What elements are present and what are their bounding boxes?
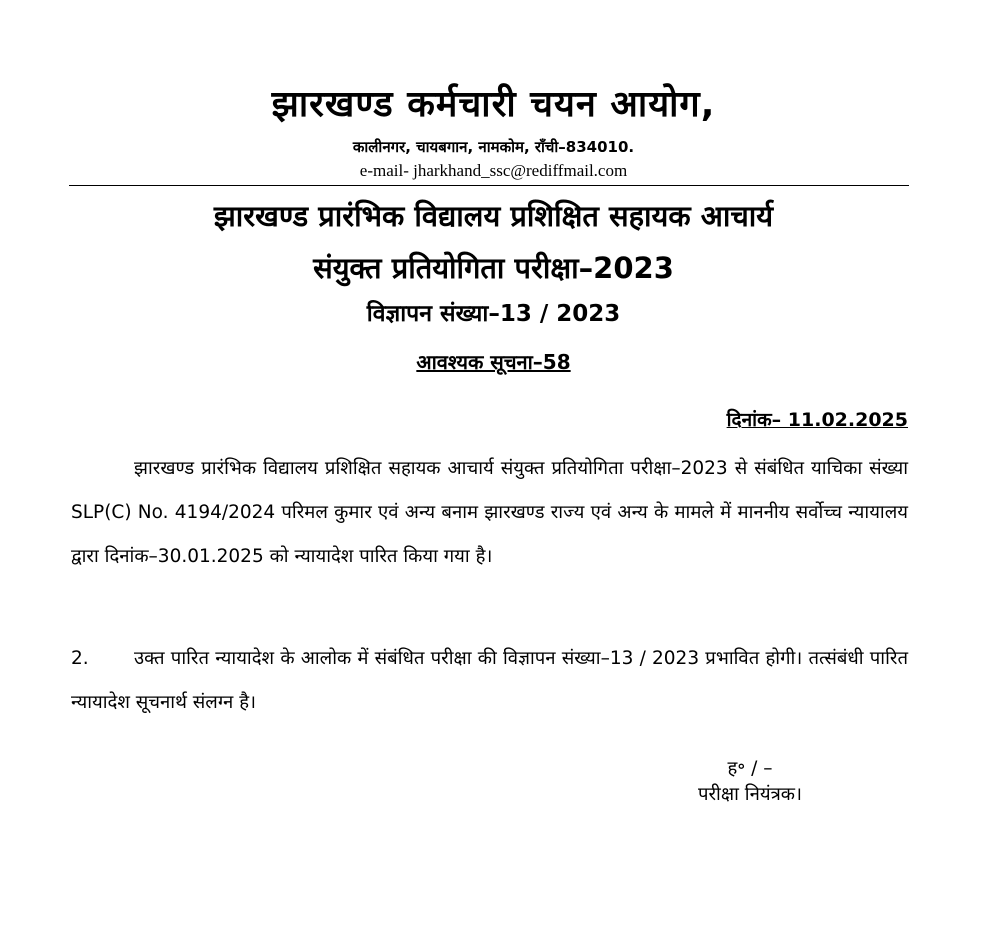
notice-date: दिनांक– 11.02.2025 — [726, 409, 908, 431]
paragraph-number: 2. — [71, 648, 89, 669]
organization-title: झारखण्ड कर्मचारी चयन आयोग, — [271, 84, 716, 125]
advertisement-number: विज्ञापन संख्या–13 / 2023 — [366, 301, 621, 327]
exam-title-line2: संयुक्त प्रतियोगिता परीक्षा–2023 — [313, 251, 674, 285]
exam-title-line1: झारखण्ड प्रारंभिक विद्यालय प्रशिक्षित सहायक आचार्य — [213, 199, 774, 233]
signature-mark: ह॰ / – — [727, 758, 773, 779]
paragraph-2-text: उक्त पारित न्यायादेश के आलोक में संबंधित परीक्षा की विज्ञापन संख्या–13 / 2023 प्रभावित होगी। तत्संबंधी पारित न्यायादेश सूचनार्थ संलग्न है। — [71, 648, 908, 713]
notice-number — [0, 348, 987, 375]
email-address: e-mail- jharkhand_ssc@rediffmail.com — [359, 161, 628, 180]
body-paragraph-2 — [71, 637, 908, 725]
body-paragraph-1: झारखण्ड प्रारंभिक विद्यालय प्रशिक्षित सहायक आचार्य संयुक्त प्रतियोगिता परीक्षा–2023 से संबंधित याचिका संख्या SLP(C) No. 4194/2024 परिमल कुमार एवं अन्य बनाम झारखण्ड राज्य एवं अन्य के मामले में माननीय सर्वोच्च न्यायालय द्वारा दिनांक–30.01.2025 को न्यायादेश पारित किया गया है। — [71, 458, 908, 567]
signatory-designation: परीक्षा नियंत्रक। — [697, 784, 803, 805]
office-address: कालीनगर, चायबगान, नामकोम, राँची–834010. — [352, 138, 635, 156]
notice-number-text: आवश्यक सूचना–58 — [416, 350, 571, 374]
header-divider — [69, 185, 909, 186]
